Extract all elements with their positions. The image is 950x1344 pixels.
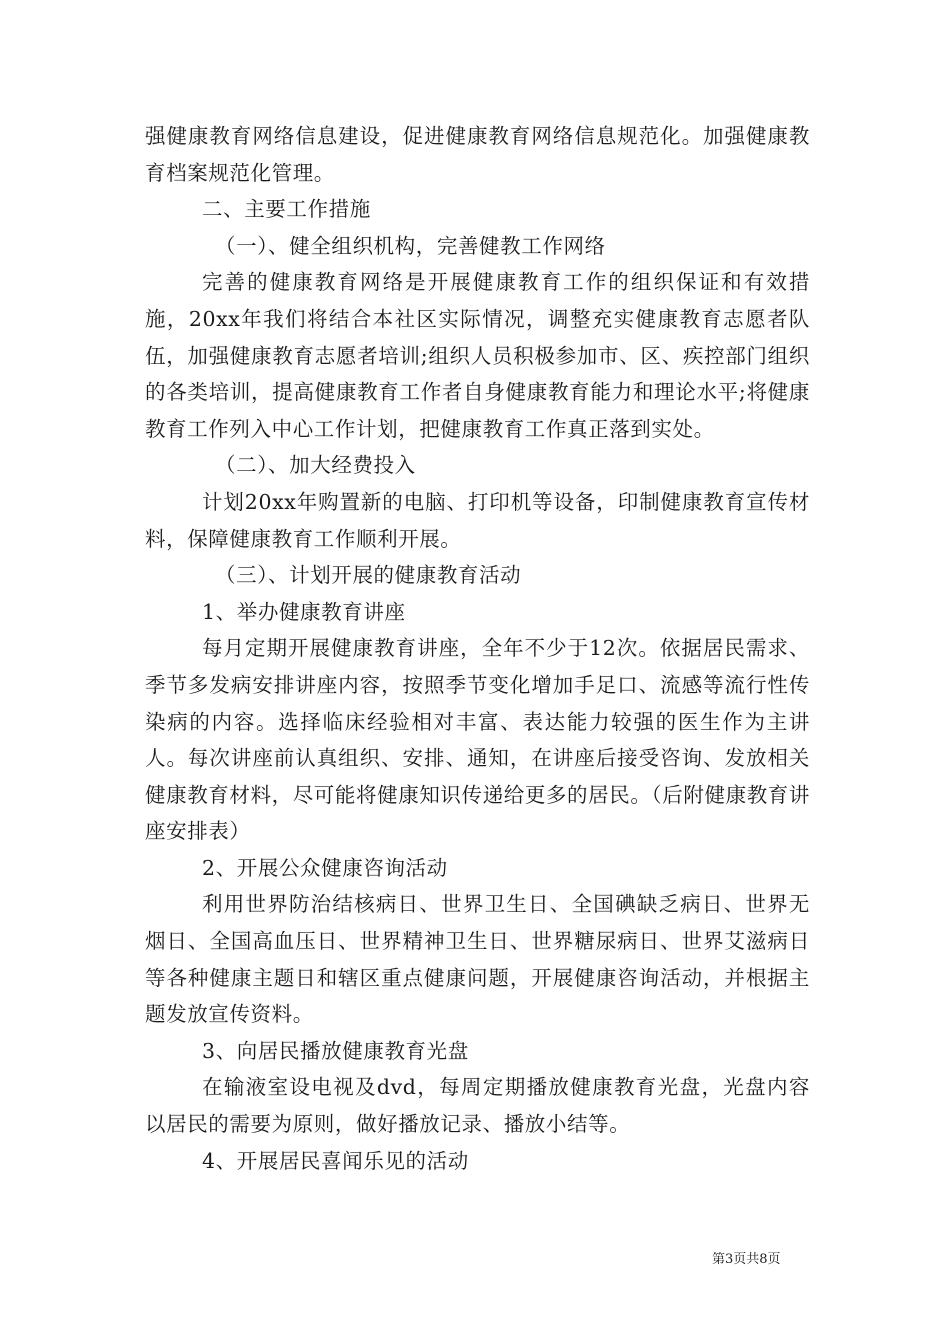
item-heading-discs: 3、向居民播放健康教育光盘 (202, 1038, 469, 1063)
subsection-heading-activities: （三）、计划开展的健康教育活动 (215, 563, 522, 588)
paragraph-continuation: 强健康教育网络信息建设，促进健康教育网络信息规范化。加强健康教育档案规范化管理。 (145, 124, 810, 185)
document-body (145, 118, 810, 1179)
subsection-heading-organization: （一）、健全组织机构，完善健教工作网络 (215, 233, 606, 258)
section-heading-main-measures: 二、主要工作措施 (202, 197, 371, 222)
paragraph-discs: 在输液室设电视及dvd，每周定期播放健康教育光盘，光盘内容以居民的需要为原则，做好播放记录、播放小结等。 (145, 1075, 810, 1137)
item-heading-lectures: 1、举办健康教育讲座 (202, 599, 406, 624)
item-heading-community-activities: 4、开展居民喜闻乐见的活动 (202, 1148, 469, 1173)
paragraph-equipment: 计划20xx年购置新的电脑、打印机等设备，印制健康教育宣传材料，保障健康教育工作顺利开展。 (145, 489, 810, 551)
item-heading-consultation: 2、开展公众健康咨询活动 (202, 855, 448, 880)
paragraph-lectures: 每月定期开展健康教育讲座，全年不少于12次。依据居民需求、季节多发病安排讲座内容，按照季节变化增加手足口、流感等流行性传染病的内容。选择临床经验相对丰富、表达能力较强的医生作为主讲人。每次讲座前认真组织、安排、通知，在讲座后接受咨询、发放相关健康教育材料，尽可能将健康知识传递给更多的居民。（后附健康教育讲座安排表） (145, 636, 810, 844)
paragraph-network: 完善的健康教育网络是开展健康教育工作的组织保证和有效措施，20xx年我们将结合本社区实际情况，调整充实健康教育志愿者队伍，加强健康教育志愿者培训;组织人员积极参加市、区、疾控部门组织的各类培训，提高健康教育工作者自身健康教育能力和理论水平;将健康教育工作列入中心工作计划，把健康教育工作真正落到实处。 (145, 270, 810, 441)
page-number-footer: 第3页共8页 (712, 1252, 781, 1267)
subsection-heading-funding: （二）、加大经费投入 (215, 453, 416, 478)
paragraph-consultation: 利用世界防治结核病日、世界卫生日、全国碘缺乏病日、世界无烟日、全国高血压日、世界精神卫生日、世界糖尿病日、世界艾滋病日等各种健康主题日和辖区重点健康问题，开展健康咨询活动，并根据主题发放宣传资料。 (145, 892, 810, 1027)
